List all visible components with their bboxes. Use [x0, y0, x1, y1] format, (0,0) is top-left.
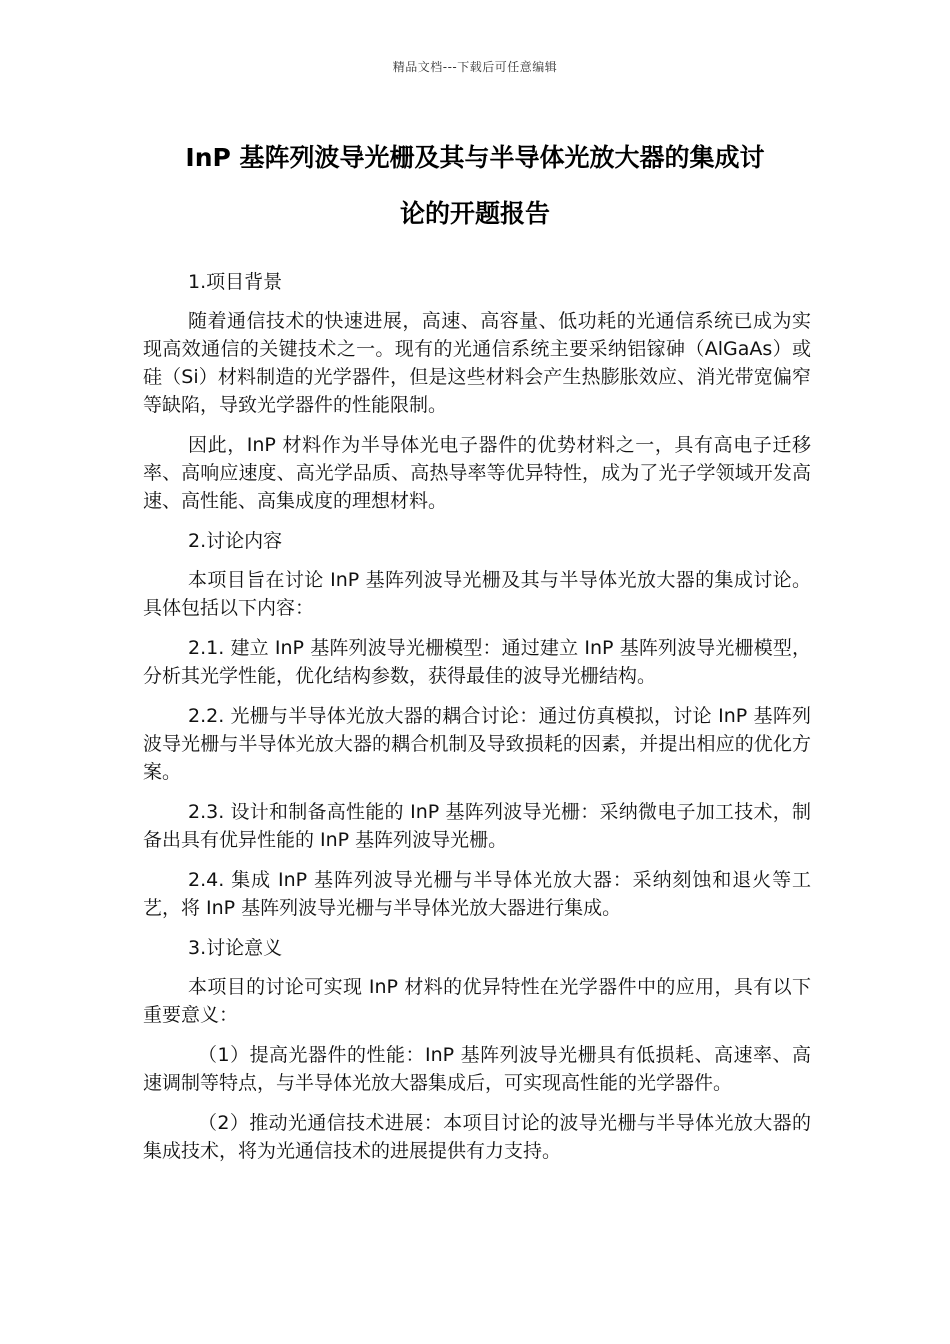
document-title	[140, 130, 810, 242]
list-item: 2.4. 集成 InP 基阵列波导光栅与半导体光放大器：采纳刻蚀和退火等工艺，将 InP 基阵列波导光栅与半导体光放大器进行集成。	[143, 869, 811, 919]
list-item: 2.1. 建立 InP 基阵列波导光栅模型：通过建立 InP 基阵列波导光栅模型，分析其光学性能，优化结构参数，获得最佳的波导光栅结构。	[143, 637, 811, 687]
list-item: 2.3. 设计和制备高性能的 InP 基阵列波导光栅：采纳微电子加工技术，制备出具有优异性能的 InP 基阵列波导光栅。	[143, 801, 811, 851]
section-heading-content: 2.讨论内容	[188, 530, 283, 552]
document-body	[143, 268, 811, 1177]
paragraph: 因此，InP 材料作为半导体光电子器件的优势材料之一，具有高电子迁移率、高响应速度、高光学品质、高热导率等优异特性，成为了光子学领域开发高速、高性能、高集成度的理想材料。	[143, 434, 811, 512]
list-item: （1）提高光器件的性能：InP 基阵列波导光栅具有低损耗、高速率、高速调制等特点，与半导体光放大器集成后，可实现高性能的光学器件。	[143, 1044, 811, 1094]
title-line-1: InP 基阵列波导光栅及其与半导体光放大器的集成讨	[185, 143, 765, 172]
paragraph: 本项目的讨论可实现 InP 材料的优异特性在光学器件中的应用，具有以下重要意义：	[143, 976, 811, 1026]
paragraph: 本项目旨在讨论 InP 基阵列波导光栅及其与半导体光放大器的集成讨论。具体包括以下内容：	[143, 569, 811, 619]
title-line-2: 论的开题报告	[399, 199, 550, 228]
section-heading-significance: 3.讨论意义	[188, 937, 283, 959]
list-item: （2）推动光通信技术进展：本项目讨论的波导光栅与半导体光放大器的集成技术，将为光通信技术的进展提供有力支持。	[143, 1112, 811, 1162]
header-note: 精品文档---下载后可任意编辑	[392, 60, 558, 74]
paragraph: 随着通信技术的快速进展，高速、高容量、低功耗的光通信系统已成为实现高效通信的关键技术之一。现有的光通信系统主要采纳铝镓砷（AlGaAs）或硅（Si）材料制造的光学器件，但是这些材料会产生热膨胀效应、消光带宽偏窄等缺陷，导致光学器件的性能限制。	[143, 310, 811, 416]
list-item: 2.2. 光栅与半导体光放大器的耦合讨论：通过仿真模拟，讨论 InP 基阵列波导光栅与半导体光放大器的耦合机制及导致损耗的因素，并提出相应的优化方案。	[143, 705, 811, 783]
section-heading-background: 1.项目背景	[188, 271, 283, 293]
